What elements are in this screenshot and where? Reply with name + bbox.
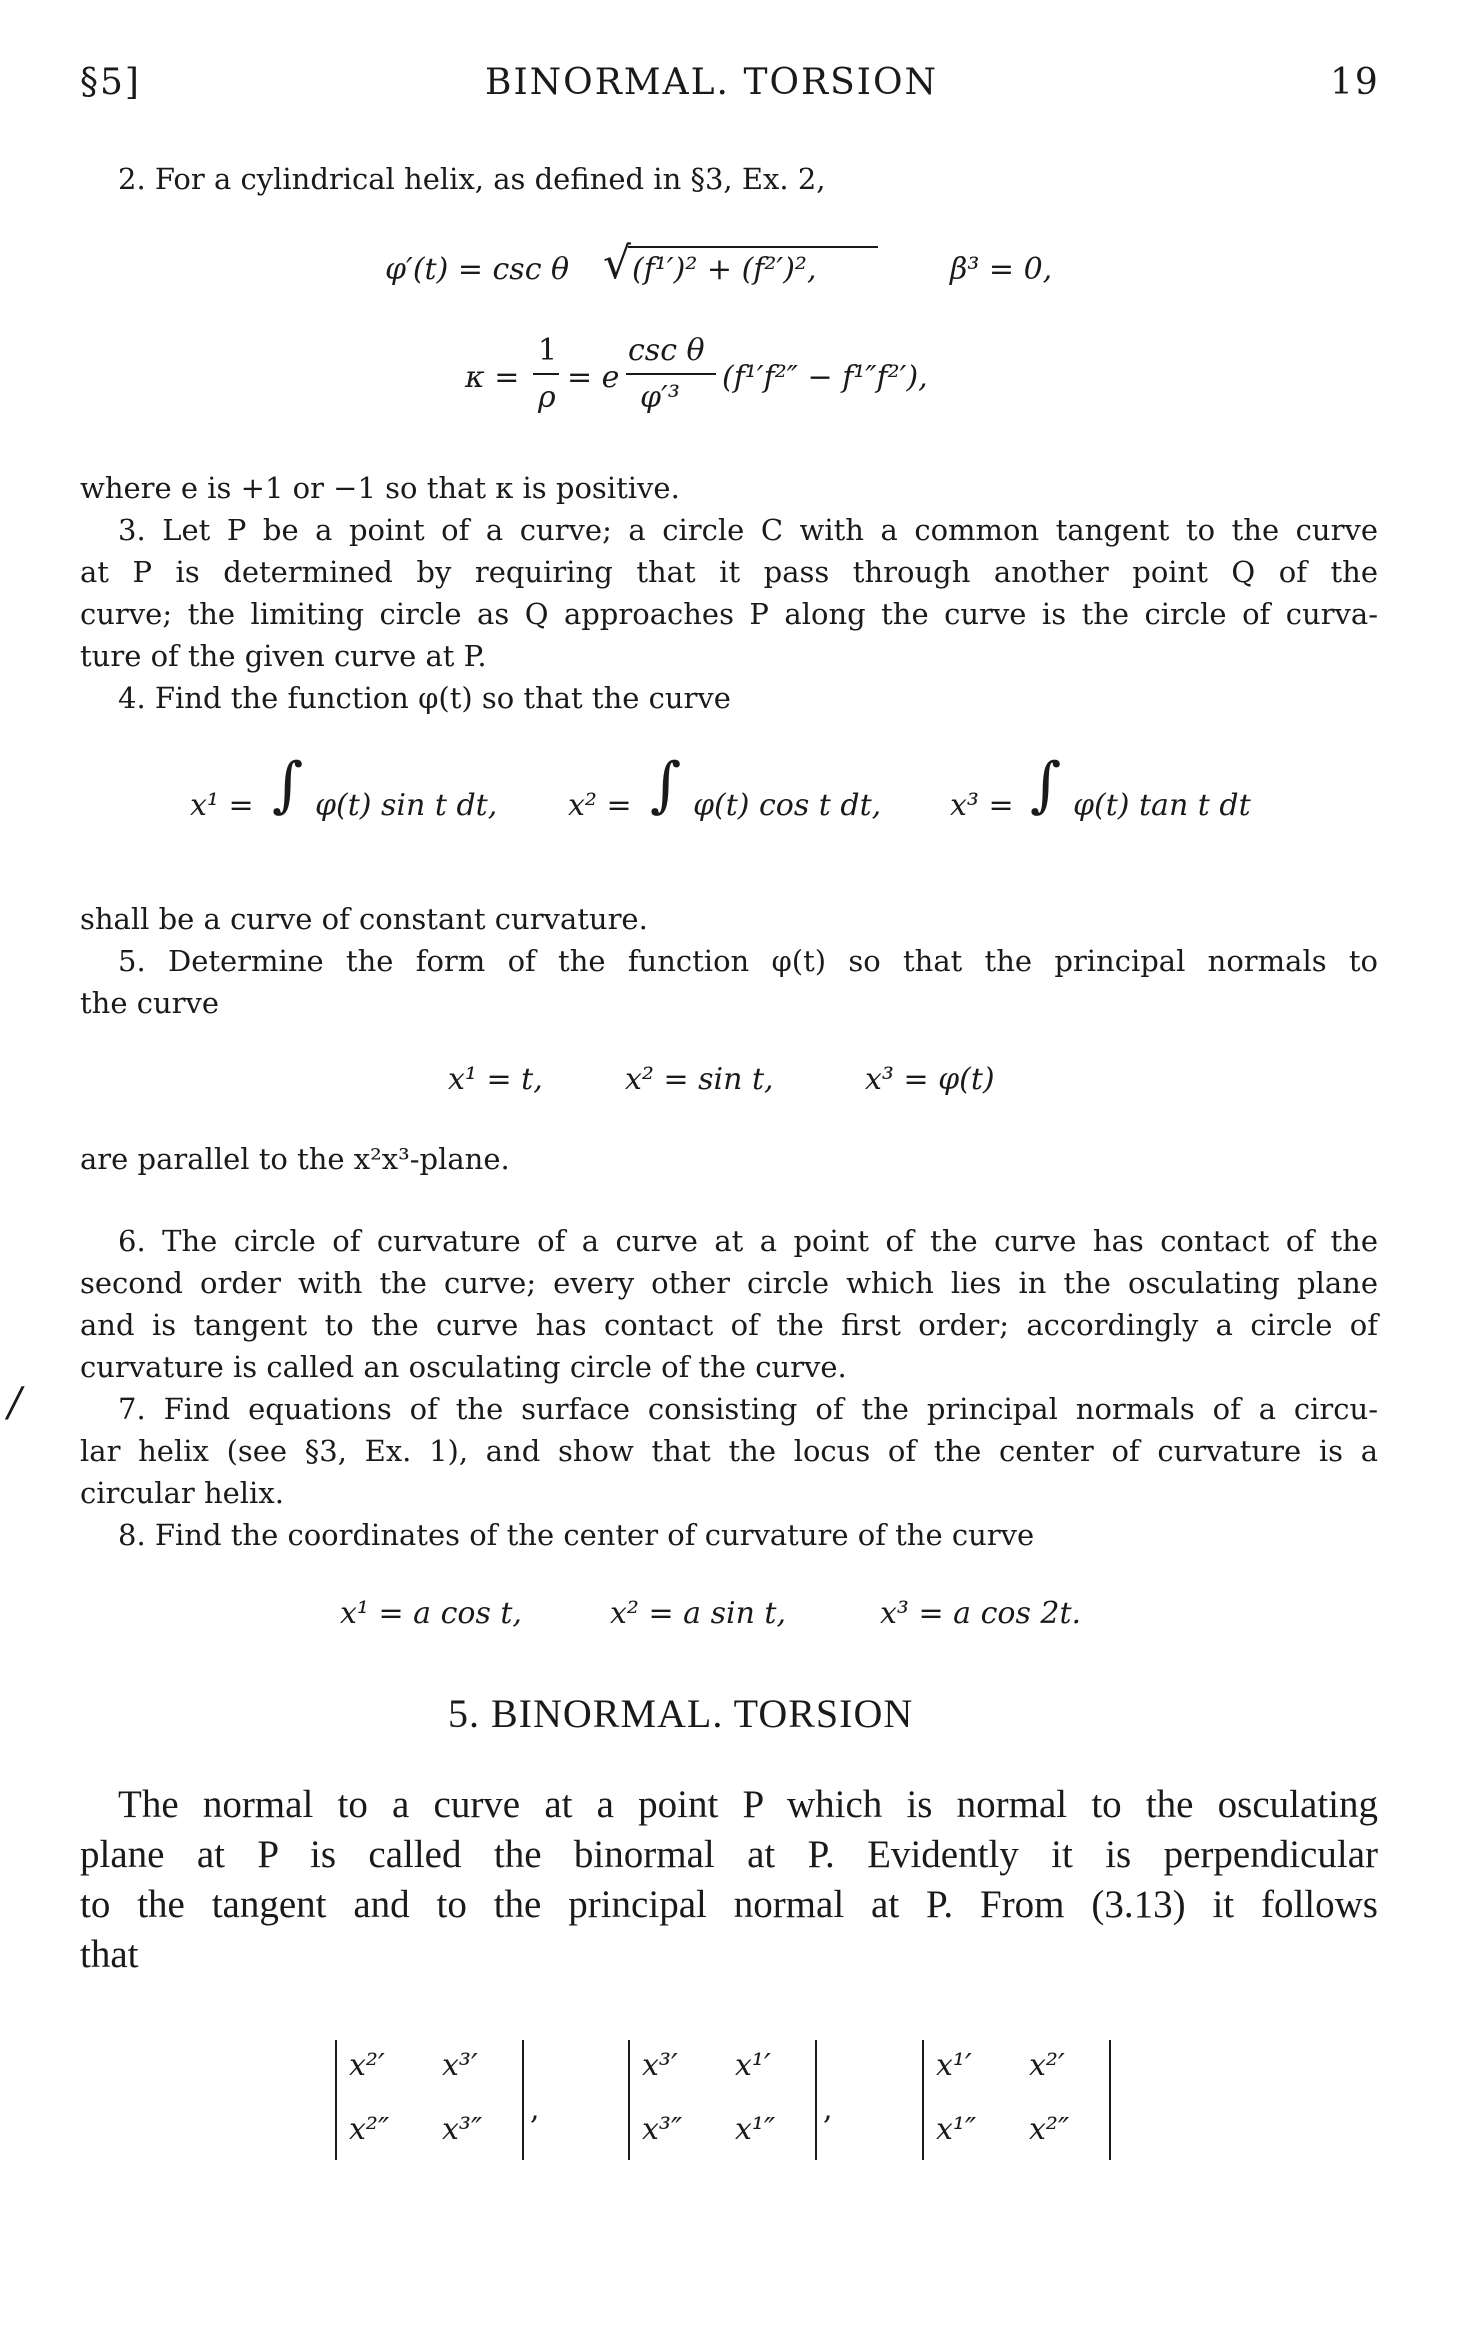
ex2-eq1-lhs: φ′(t) = csc θ (385, 252, 570, 287)
det-entry: x¹″ (936, 2112, 977, 2147)
det-entry: x²′ (349, 2048, 385, 2083)
det-entry: x³′ (442, 2048, 478, 2083)
margin-mark: / (8, 1380, 22, 1426)
ex2-where: where e is +1 or −1 so that κ is positive. (80, 471, 680, 505)
header-section: §5] (80, 62, 141, 103)
ex2-intro: 2. For a cylindrical helix, as defined in §3, Ex. 2, (118, 162, 826, 196)
header-title: BINORMAL. TORSION (485, 62, 938, 103)
ex2-eq1-rhs: β³ = 0, (950, 252, 1053, 287)
ex3-line: at P is determined by requiring that it pass through another point Q of the (80, 555, 1378, 589)
ex8-eq-a: x¹ = a cos t, (340, 1596, 522, 1631)
sqrt-bar (628, 246, 878, 248)
ex4-eq-c-rhs: φ(t) tan t dt (1073, 788, 1251, 823)
det-entry: x¹″ (735, 2112, 776, 2147)
ex8-eq-b: x² = a sin t, (610, 1596, 787, 1631)
body-line: plane at P is called the binormal at P. Evidently it is perpendicular (80, 1833, 1378, 1876)
det-entry: x³′ (642, 2048, 678, 2083)
ex6-line: 6. The circle of curvature of a curve at a point of the curve has contact of the (118, 1224, 1378, 1258)
ex7-line: circular helix. (80, 1476, 284, 1510)
ex4-eq-c-lhs: x³ = (950, 788, 1014, 823)
integral-sign: ∫ (272, 750, 304, 820)
det-entry: x²′ (1029, 2048, 1065, 2083)
ex2-eq2-tail: (f¹′f²″ − f¹″f²′), (722, 360, 928, 395)
body-line: The normal to a curve at a point P which is normal to the osculating (118, 1783, 1378, 1826)
ex2-eq2-rho: ρ (538, 380, 556, 415)
det-separator: , (823, 2092, 833, 2127)
ex3-line: curve; the limiting circle as Q approaches P along the curve is the circle of curva- (80, 597, 1378, 631)
body-line: that (80, 1933, 139, 1976)
body-line: to the tangent and to the principal normal at P. From (3.13) it follows (80, 1883, 1378, 1926)
ex5-eq-c: x³ = φ(t) (865, 1062, 995, 1097)
ex2-eq2-csc: csc θ (628, 333, 705, 368)
det-entry: x¹′ (735, 2048, 771, 2083)
ex5-after: are parallel to the x²x³-plane. (80, 1142, 510, 1176)
section-heading: 5. BINORMAL. TORSION (448, 1691, 914, 1736)
ex4-eq-a-lhs: x¹ = (190, 788, 254, 823)
determinant-2 (628, 2040, 817, 2160)
ex4-eq-a-rhs: φ(t) sin t dt, (315, 788, 498, 823)
ex8-intro: 8. Find the coordinates of the center of curvature of the curve (118, 1518, 1035, 1552)
det-entry: x²″ (1029, 2112, 1070, 2147)
header-page-number: 19 (1330, 62, 1380, 103)
ex2-eq2-eq-e: = e (567, 360, 620, 395)
ex2-eq2-one: 1 (538, 333, 558, 368)
ex4-eq-b-rhs: φ(t) cos t dt, (693, 788, 882, 823)
ex4-intro: 4. Find the function φ(t) so that the curve (118, 681, 731, 715)
ex2-eq1-radicand: (f¹′)² + (f²′)², (632, 252, 817, 287)
det-entry: x¹′ (936, 2048, 972, 2083)
frac-bar-1 (533, 373, 559, 375)
det-entry: x³″ (442, 2112, 483, 2147)
ex6-line: curvature is called an osculating circle of the curve. (80, 1350, 847, 1384)
ex2-eq2-kappa: κ = (465, 360, 520, 395)
ex3-line: 3. Let P be a point of a curve; a circle C with a common tangent to the curve (118, 513, 1378, 547)
frac-bar-2 (626, 373, 716, 375)
ex5-line1: 5. Determine the form of the function φ(t) so that the principal normals to (118, 944, 1378, 978)
integral-sign: ∫ (650, 750, 682, 820)
ex4-after: shall be a curve of constant curvature. (80, 902, 648, 936)
ex5-line2: the curve (80, 986, 220, 1020)
ex8-eq-c: x³ = a cos 2t. (880, 1596, 1082, 1631)
ex5-eq-b: x² = sin t, (625, 1062, 774, 1097)
ex3-line: ture of the given curve at P. (80, 639, 487, 673)
det-entry: x³″ (642, 2112, 683, 2147)
ex7-line: 7. Find equations of the surface consisting of the principal normals of a circu- (118, 1392, 1378, 1426)
determinant-3 (922, 2040, 1111, 2160)
det-entry: x²″ (349, 2112, 390, 2147)
ex6-line: second order with the curve; every other circle which lies in the osculating plane (80, 1266, 1378, 1300)
determinant-1 (335, 2040, 524, 2160)
integral-sign: ∫ (1030, 750, 1062, 820)
ex2-eq2-phi3: φ′³ (640, 380, 680, 415)
ex4-eq-b-lhs: x² = (568, 788, 632, 823)
ex6-line: and is tangent to the curve has contact of the first order; accordingly a circle of (80, 1308, 1378, 1342)
det-separator: , (530, 2092, 540, 2127)
ex5-eq-a: x¹ = t, (448, 1062, 543, 1097)
sqrt-sign: √ (603, 238, 632, 289)
ex7-line: lar helix (see §3, Ex. 1), and show that the locus of the center of curvature is a (80, 1434, 1378, 1468)
